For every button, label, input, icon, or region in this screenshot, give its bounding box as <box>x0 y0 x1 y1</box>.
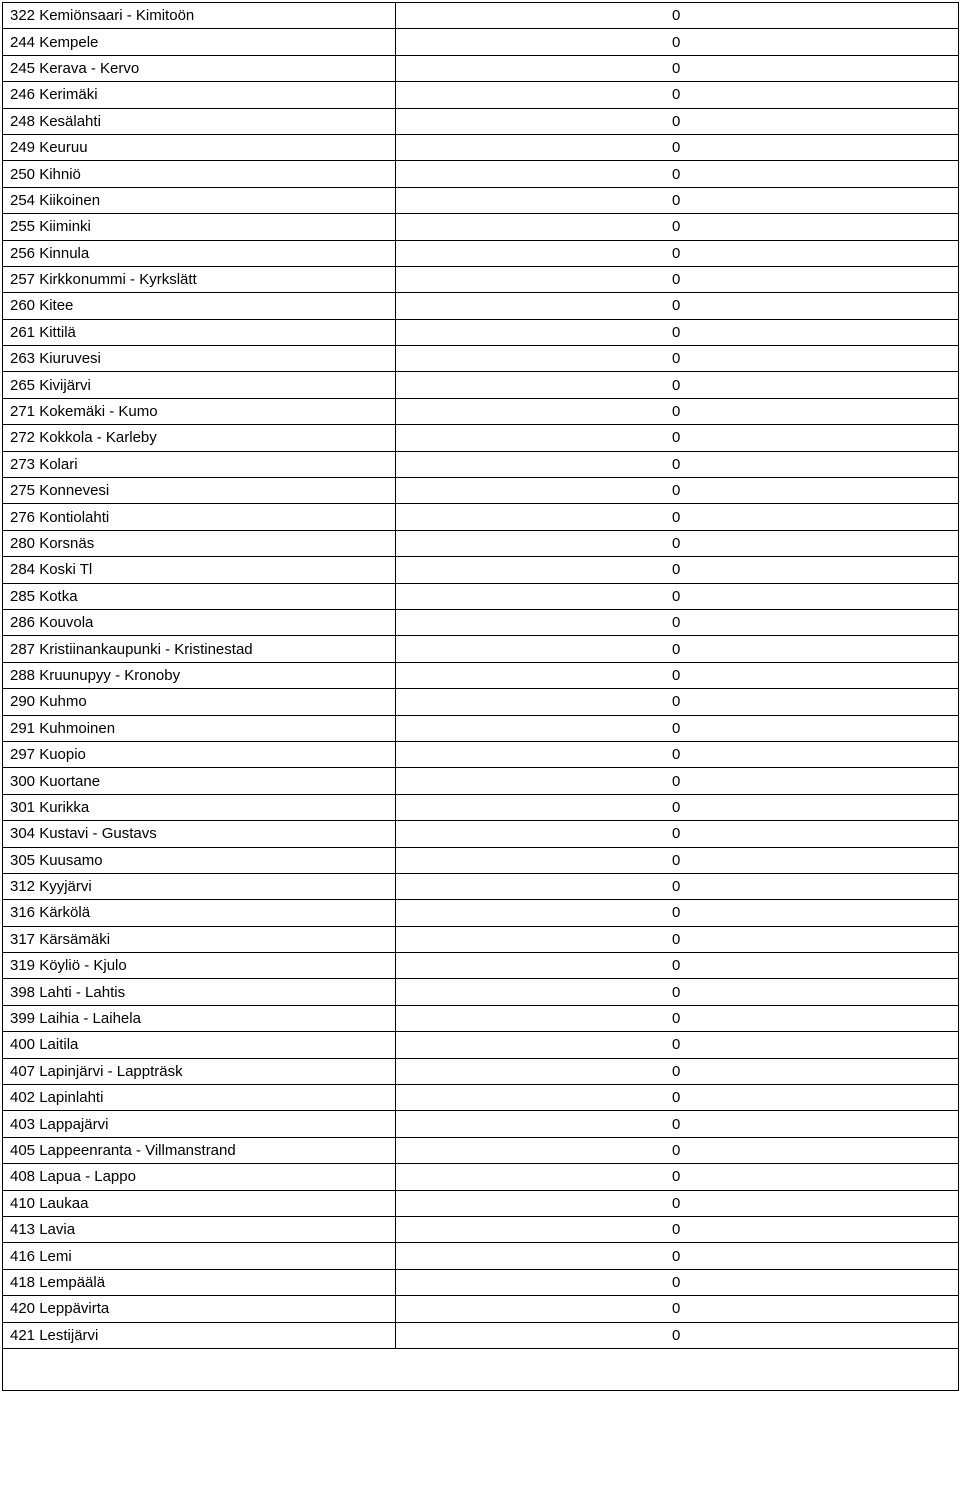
municipality-name-cell: 418 Lempäälä <box>3 1269 396 1295</box>
municipality-name-cell: 255 Kiiminki <box>3 214 396 240</box>
table-row <box>3 1085 959 1111</box>
table-row <box>3 636 959 662</box>
table-row <box>3 187 959 213</box>
value-cell: 0 <box>396 1005 959 1031</box>
table-row <box>3 1269 959 1295</box>
value-cell: 0 <box>396 134 959 160</box>
table-row <box>3 29 959 55</box>
value-cell: 0 <box>396 1085 959 1111</box>
municipality-name-cell: 249 Keuruu <box>3 134 396 160</box>
table-row <box>3 1190 959 1216</box>
table-row <box>3 55 959 81</box>
value-cell: 0 <box>396 953 959 979</box>
municipality-name-cell: 288 Kruunupyy - Kronoby <box>3 662 396 688</box>
value-cell: 0 <box>396 900 959 926</box>
table-row <box>3 1005 959 1031</box>
municipality-name-cell: 405 Lappeenranta - Villmanstrand <box>3 1137 396 1163</box>
municipality-name-cell: 398 Lahti - Lahtis <box>3 979 396 1005</box>
table-row <box>3 794 959 820</box>
table-row <box>3 478 959 504</box>
table-row <box>3 372 959 398</box>
table-row <box>3 979 959 1005</box>
municipality-name-cell: 245 Kerava - Kervo <box>3 55 396 81</box>
value-cell: 0 <box>396 266 959 292</box>
municipality-name-cell: 260 Kitee <box>3 293 396 319</box>
municipality-name-cell: 317 Kärsämäki <box>3 926 396 952</box>
municipality-name-cell: 272 Kokkola - Karleby <box>3 425 396 451</box>
municipality-name-cell: 275 Konnevesi <box>3 478 396 504</box>
value-cell: 0 <box>396 609 959 635</box>
municipality-name-cell: 421 Lestijärvi <box>3 1322 396 1348</box>
table-row <box>3 557 959 583</box>
value-cell: 0 <box>396 1190 959 1216</box>
value-cell: 0 <box>396 478 959 504</box>
table-row <box>3 689 959 715</box>
municipality-name-cell: 250 Kihniö <box>3 161 396 187</box>
table-row <box>3 1322 959 1348</box>
table-row <box>3 583 959 609</box>
municipality-name-cell: 410 Laukaa <box>3 1190 396 1216</box>
table-row <box>3 1296 959 1322</box>
value-cell: 0 <box>396 1164 959 1190</box>
municipality-name-cell: 403 Lappajärvi <box>3 1111 396 1137</box>
value-cell: 0 <box>396 346 959 372</box>
value-cell: 0 <box>396 55 959 81</box>
municipality-name-cell: 301 Kurikka <box>3 794 396 820</box>
table-row <box>3 1058 959 1084</box>
value-cell: 0 <box>396 689 959 715</box>
value-cell: 0 <box>396 372 959 398</box>
value-cell: 0 <box>396 214 959 240</box>
value-cell: 0 <box>396 741 959 767</box>
value-cell: 0 <box>396 715 959 741</box>
value-cell: 0 <box>396 504 959 530</box>
value-cell: 0 <box>396 530 959 556</box>
empty-cell <box>3 1348 959 1390</box>
table-row <box>3 319 959 345</box>
table-row <box>3 425 959 451</box>
value-cell: 0 <box>396 1137 959 1163</box>
municipality-name-cell: 265 Kivijärvi <box>3 372 396 398</box>
municipality-name-cell: 273 Kolari <box>3 451 396 477</box>
municipality-name-cell: 402 Lapinlahti <box>3 1085 396 1111</box>
table-row <box>3 821 959 847</box>
municipality-name-cell: 280 Korsnäs <box>3 530 396 556</box>
municipality-name-cell: 319 Köyliö - Kjulo <box>3 953 396 979</box>
table-row <box>3 108 959 134</box>
table-row <box>3 266 959 292</box>
municipality-name-cell: 407 Lapinjärvi - Lappträsk <box>3 1058 396 1084</box>
value-cell: 0 <box>396 1296 959 1322</box>
table-row <box>3 609 959 635</box>
value-cell: 0 <box>396 187 959 213</box>
municipality-name-cell: 248 Kesälahti <box>3 108 396 134</box>
table-row <box>3 926 959 952</box>
municipality-name-cell: 285 Kotka <box>3 583 396 609</box>
municipality-name-cell: 322 Kemiönsaari - Kimitoön <box>3 3 396 29</box>
value-cell: 0 <box>396 398 959 424</box>
value-cell: 0 <box>396 1058 959 1084</box>
table-row <box>3 530 959 556</box>
value-cell: 0 <box>396 161 959 187</box>
value-cell: 0 <box>396 1111 959 1137</box>
value-cell: 0 <box>396 847 959 873</box>
value-cell: 0 <box>396 768 959 794</box>
municipality-name-cell: 399 Laihia - Laihela <box>3 1005 396 1031</box>
table-row <box>3 504 959 530</box>
table-row <box>3 1032 959 1058</box>
value-cell: 0 <box>396 636 959 662</box>
municipality-name-cell: 256 Kinnula <box>3 240 396 266</box>
table-row <box>3 1243 959 1269</box>
value-cell: 0 <box>396 240 959 266</box>
municipality-name-cell: 261 Kittilä <box>3 319 396 345</box>
municipality-name-cell: 416 Lemi <box>3 1243 396 1269</box>
table-row <box>3 82 959 108</box>
table-row <box>3 715 959 741</box>
municipality-name-cell: 413 Lavia <box>3 1216 396 1242</box>
municipality-name-cell: 263 Kiuruvesi <box>3 346 396 372</box>
table-row <box>3 451 959 477</box>
table-row <box>3 1137 959 1163</box>
table-row <box>3 134 959 160</box>
table-body <box>3 3 959 1391</box>
municipality-table <box>2 2 959 1391</box>
value-cell: 0 <box>396 794 959 820</box>
municipality-name-cell: 304 Kustavi - Gustavs <box>3 821 396 847</box>
municipality-name-cell: 271 Kokemäki - Kumo <box>3 398 396 424</box>
value-cell: 0 <box>396 319 959 345</box>
table-row <box>3 900 959 926</box>
table-row <box>3 662 959 688</box>
table-row <box>3 768 959 794</box>
municipality-name-cell: 420 Leppävirta <box>3 1296 396 1322</box>
municipality-name-cell: 305 Kuusamo <box>3 847 396 873</box>
municipality-name-cell: 297 Kuopio <box>3 741 396 767</box>
municipality-name-cell: 284 Koski Tl <box>3 557 396 583</box>
municipality-name-cell: 254 Kiikoinen <box>3 187 396 213</box>
value-cell: 0 <box>396 1322 959 1348</box>
municipality-name-cell: 246 Kerimäki <box>3 82 396 108</box>
value-cell: 0 <box>396 108 959 134</box>
value-cell: 0 <box>396 821 959 847</box>
value-cell: 0 <box>396 29 959 55</box>
municipality-name-cell: 291 Kuhmoinen <box>3 715 396 741</box>
value-cell: 0 <box>396 557 959 583</box>
municipality-name-cell: 257 Kirkkonummi - Kyrkslätt <box>3 266 396 292</box>
value-cell: 0 <box>396 583 959 609</box>
table-row <box>3 1164 959 1190</box>
municipality-name-cell: 400 Laitila <box>3 1032 396 1058</box>
table-row <box>3 293 959 319</box>
value-cell: 0 <box>396 451 959 477</box>
municipality-name-cell: 290 Kuhmo <box>3 689 396 715</box>
value-cell: 0 <box>396 293 959 319</box>
value-cell: 0 <box>396 425 959 451</box>
table-row <box>3 346 959 372</box>
value-cell: 0 <box>396 1243 959 1269</box>
value-cell: 0 <box>396 82 959 108</box>
municipality-name-cell: 408 Lapua - Lappo <box>3 1164 396 1190</box>
value-cell: 0 <box>396 873 959 899</box>
municipality-name-cell: 286 Kouvola <box>3 609 396 635</box>
table-row <box>3 240 959 266</box>
municipality-name-cell: 316 Kärkölä <box>3 900 396 926</box>
table-row <box>3 873 959 899</box>
table-row <box>3 1216 959 1242</box>
municipality-name-cell: 312 Kyyjärvi <box>3 873 396 899</box>
table-row <box>3 953 959 979</box>
table-row <box>3 214 959 240</box>
table-row <box>3 741 959 767</box>
table-row <box>3 847 959 873</box>
municipality-name-cell: 300 Kuortane <box>3 768 396 794</box>
value-cell: 0 <box>396 979 959 1005</box>
value-cell: 0 <box>396 1216 959 1242</box>
municipality-name-cell: 287 Kristiinankaupunki - Kristinestad <box>3 636 396 662</box>
value-cell: 0 <box>396 1032 959 1058</box>
table-row <box>3 398 959 424</box>
value-cell: 0 <box>396 926 959 952</box>
value-cell: 0 <box>396 3 959 29</box>
value-cell: 0 <box>396 662 959 688</box>
table-row <box>3 1111 959 1137</box>
table-row-empty <box>3 1348 959 1390</box>
municipality-name-cell: 244 Kempele <box>3 29 396 55</box>
value-cell: 0 <box>396 1269 959 1295</box>
table-row <box>3 3 959 29</box>
municipality-name-cell: 276 Kontiolahti <box>3 504 396 530</box>
table-row <box>3 161 959 187</box>
